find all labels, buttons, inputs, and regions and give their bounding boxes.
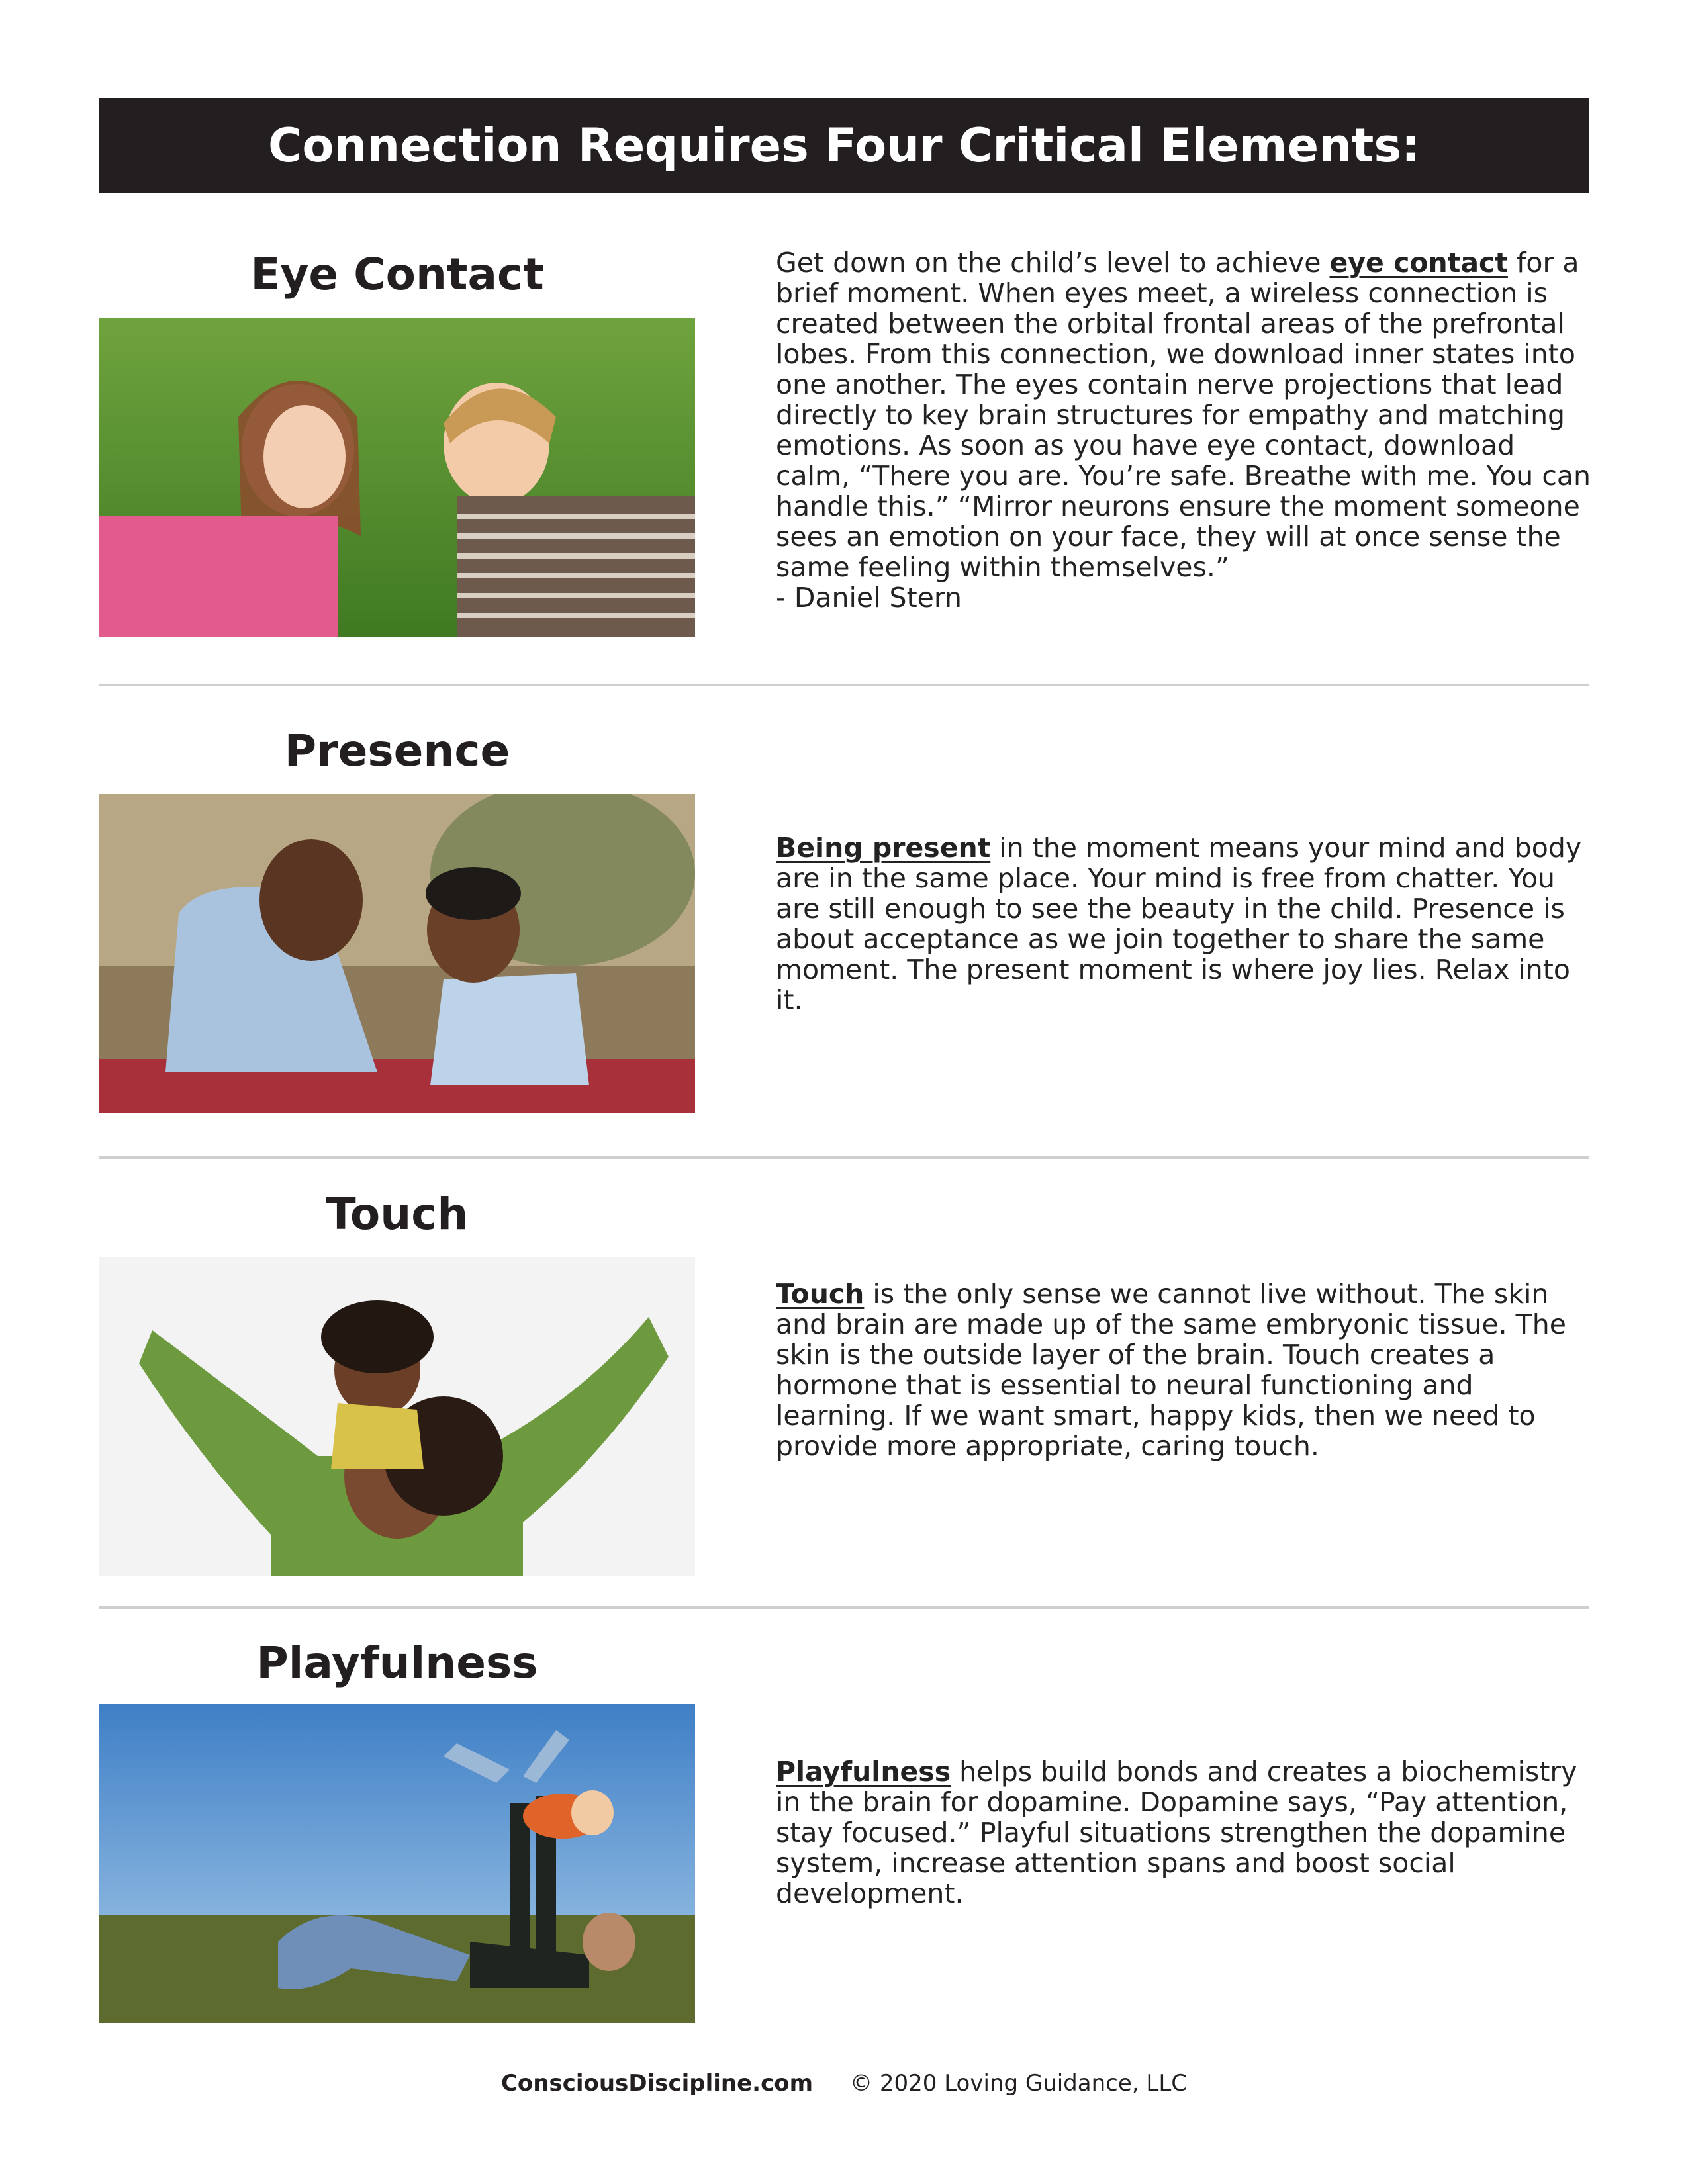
title-banner (99, 98, 1589, 193)
section-body-text: Get down on the child’s level to achieve eye contact for a brief moment. When eyes meet, a wireless connection is created between the orbital frontal areas of the prefrontal lobes. From this connection, we download inner states into one another. The eyes contain nerve projections that lead directly to key brain structures for empathy and matching emotions. As soon as you have eye contact, download calm, “There you are. You’re safe. Breathe with me. You can handle this.” “Mirror neurons ensure the moment someone sees an emotion on your face, they will at once sense the same feeling within themselves.” - Daniel Stern (776, 247, 1591, 614)
attribution: - Daniel Stern (776, 582, 962, 614)
keyword: Playfulness (776, 1756, 951, 1788)
footer-site-link[interactable]: ConsciousDiscipline.com (500, 2070, 814, 2097)
section-body-text: Playfulness helps build bonds and creates a biochemistry in the brain for dopamine. Dopamine says, “Pay attention, stay focused.” Playful situations strengthen the dopamine system, increase attention spans and boost social development. (776, 1756, 1577, 1909)
divider (99, 1606, 1589, 1609)
section-heading: Playfulness (256, 1637, 538, 1688)
keyword: Being present (776, 832, 991, 864)
footer (0, 2070, 1688, 2097)
photo-father-son-presence (99, 794, 695, 1113)
keyword: Touch (776, 1278, 865, 1310)
section-heading: Eye Contact (250, 249, 544, 300)
section-heading: Presence (284, 725, 510, 776)
section-presence (99, 721, 1589, 1118)
section-eye-contact (99, 245, 1589, 642)
section-touch (99, 1185, 1589, 1582)
photo-children-eye-contact (99, 318, 695, 637)
footer-copyright: © 2020 Loving Guidance, LLC (850, 2070, 1188, 2097)
section-body-text: Touch is the only sense we cannot live without. The skin and brain are made up of the same embryonic tissue. The skin is the outside layer of the brain. Touch creates a hormone that is essential to neural functioning and learning. If we want smart, happy kids, then we need to provide more appropriate, caring touch. (776, 1278, 1566, 1462)
page-title: Connection Requires Four Critical Elements: (267, 118, 1421, 173)
section-body-text: Being present in the moment means your mind and body are in the same place. Your mind is free from chatter. You are still enough to see the beauty in the child. Presence is about acceptance as we join together to share the same moment. The present moment is where joy lies. Relax into it. (776, 832, 1582, 1016)
section-playfulness (99, 1633, 1589, 2030)
section-heading: Touch (326, 1189, 469, 1240)
keyword: eye contact (1329, 247, 1508, 279)
divider (99, 1156, 1589, 1159)
photo-father-child-playfulness (99, 1704, 695, 2023)
photo-mother-daughter-touch (99, 1257, 695, 1576)
divider (99, 684, 1589, 686)
